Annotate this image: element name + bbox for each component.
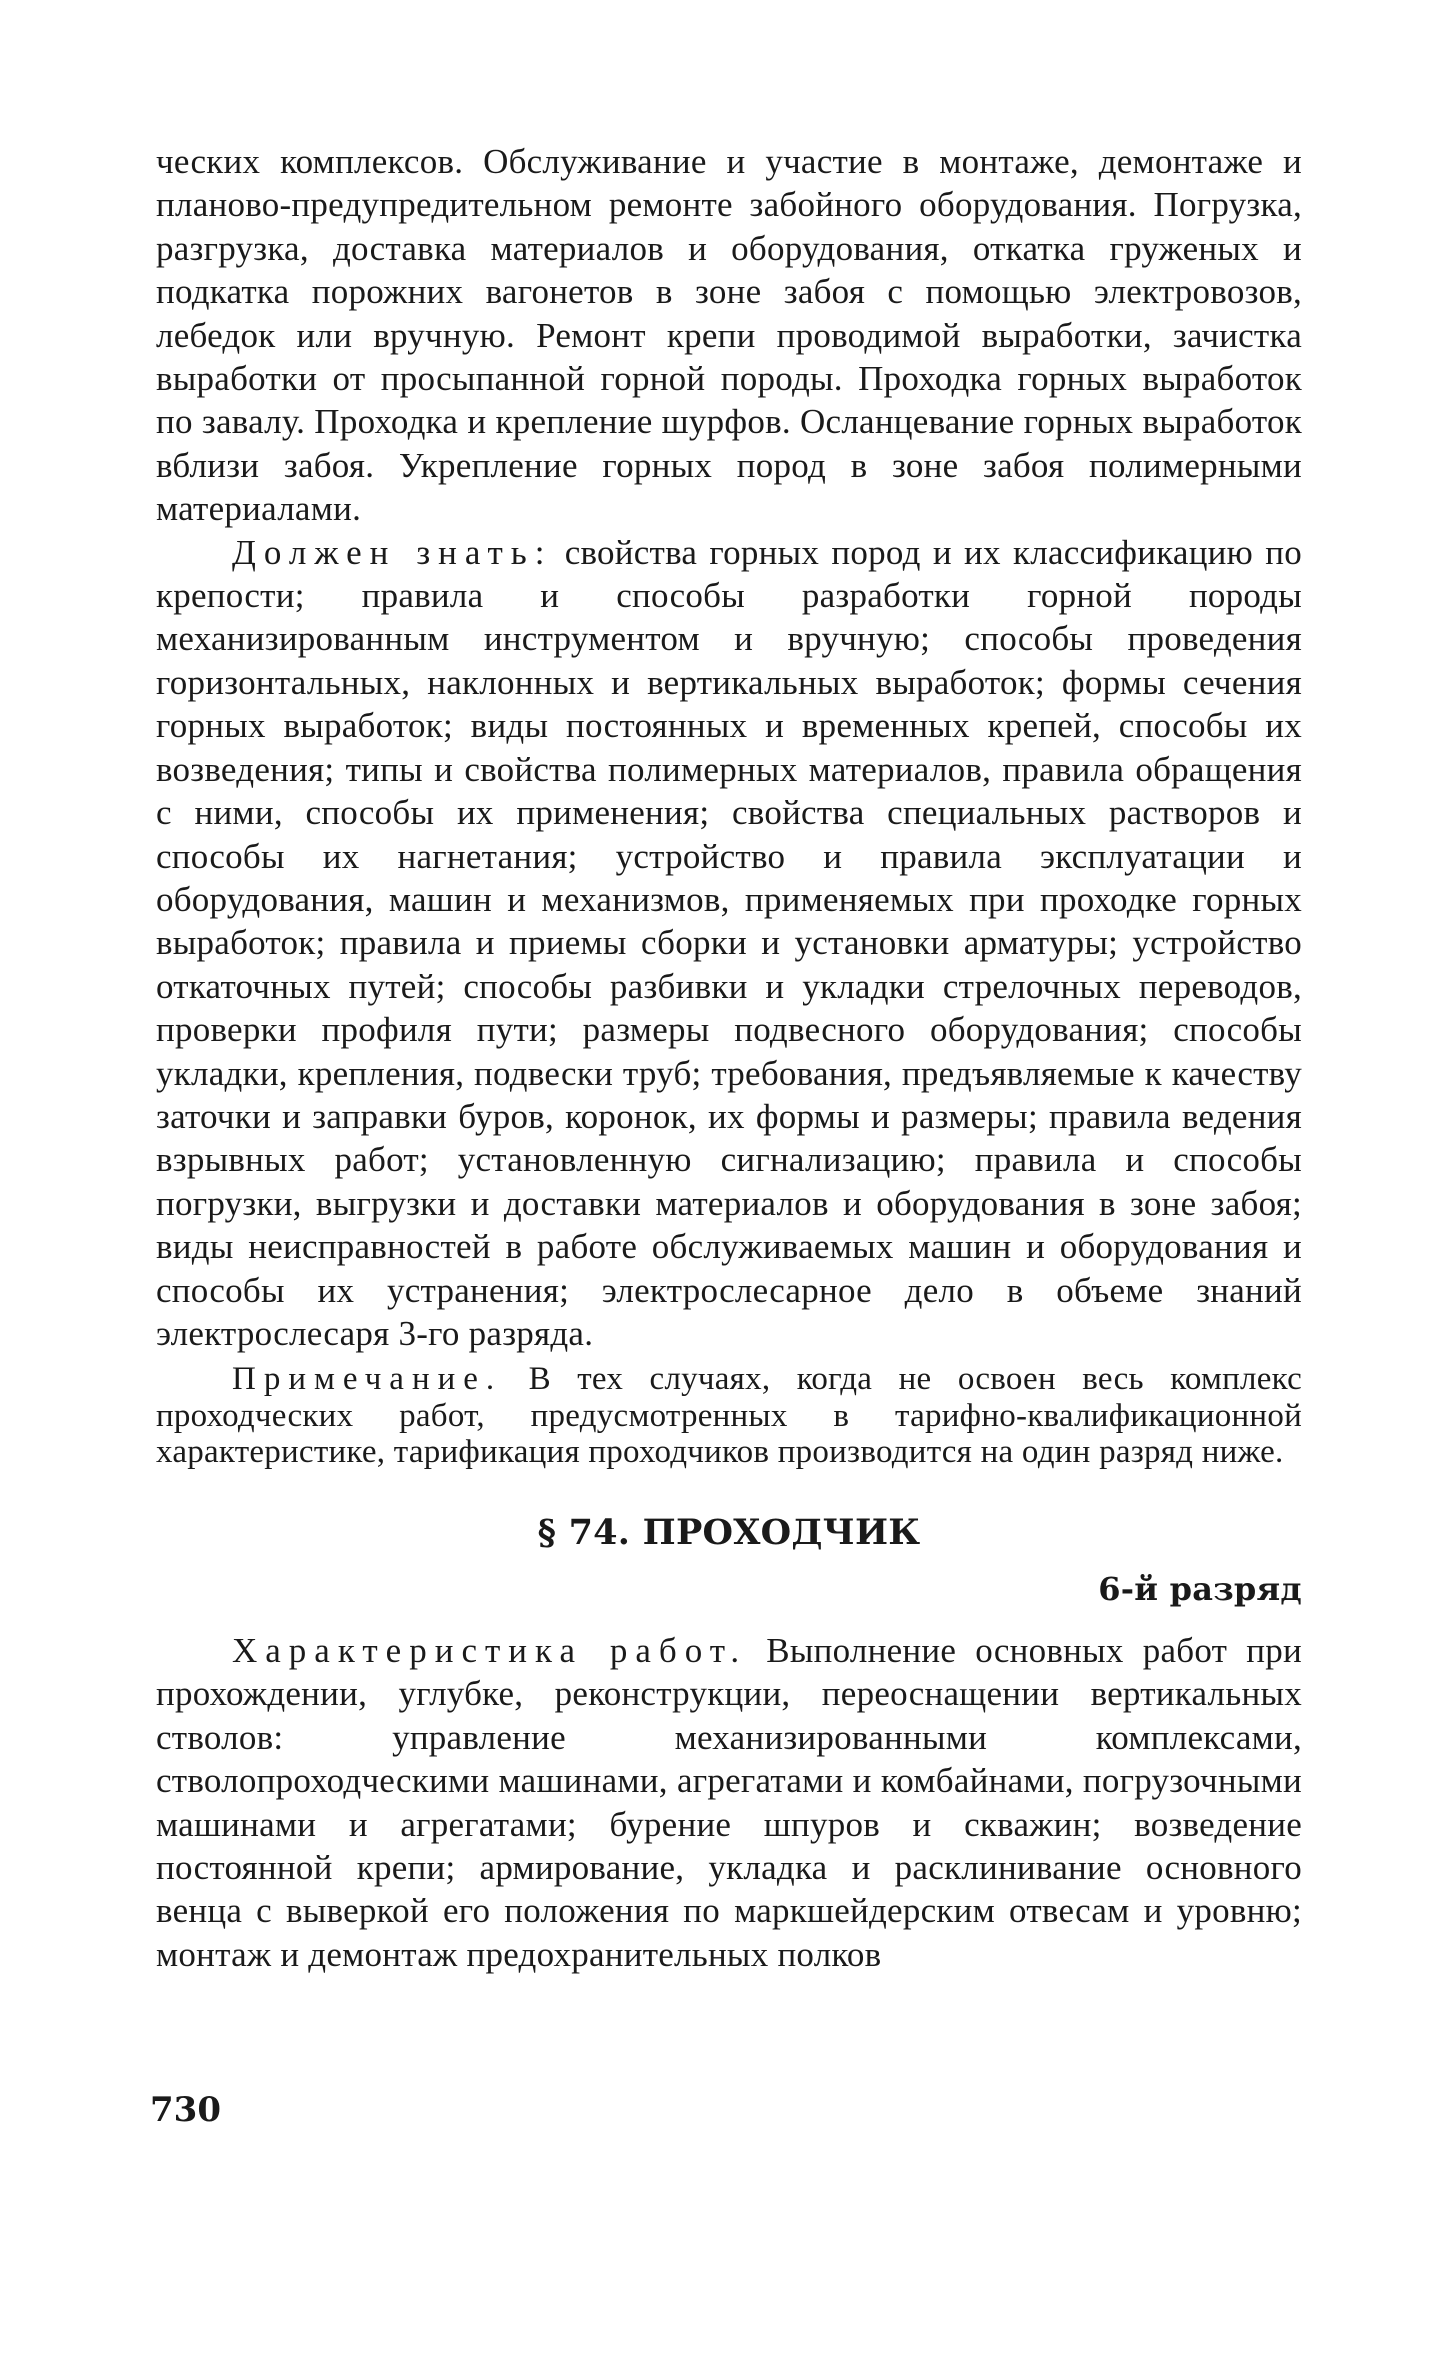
must-know-label: Должен знать: xyxy=(232,532,553,572)
note-paragraph xyxy=(156,1361,1302,1471)
section-title: § 74. ПРОХОДЧИК xyxy=(537,1511,921,1553)
page-number: 730 xyxy=(150,2090,221,2130)
note-label: Примечание. xyxy=(232,1361,503,1398)
characteristics-text: Выполнение основных работ при прохождении, углубке, реконструкции, переоснащении вертикальных стволов: управление механизированными комплексами, стволопроходческими машинами, агрегатами и комбайнами, погрузочными машинами и агрегатами; бурение шпуров и скважин; возведение постоянной крепи; армирование, укладка и расклинивание основного венца с выверкой его положения по маркшейдерским отвесам и уровню; монтаж и демонтаж предохранительных полков xyxy=(156,1630,1302,1974)
must-know-paragraph xyxy=(156,531,1302,1356)
grade-heading: 6-й разряд xyxy=(1098,1569,1302,1608)
page-body xyxy=(156,140,1302,1976)
characteristics-paragraph xyxy=(156,1629,1302,1976)
must-know-text: свойства горных пород и их классификацию по крепости; правила и способы разработки горной породы механизированным инструментом и вручную; способы проведения горизонтальных, наклонных и вертикальных выработок; формы сечения горных выработок; виды постоянных и временных крепей, способы их возведения; типы и свойства полимерных материалов, правила обращения с ними, способы их применения; свойства специальных растворов и способы их нагнетания; устройство и правила эксплуатации и оборудования, машин и механизмов, применяемых при проходке горных выработок; правила и приемы сборки и установки арматуры; устройство откаточных путей; способы разбивки и укладки стрелочных переводов, проверки профиля пути; размеры подвесного оборудования; способы укладки, крепления, подвески труб; требования, предъявляемые к качеству заточки и заправки буров, коронок, их формы и размеры; правила ведения взрывных работ; установленную сигнализацию; правила и способы погрузки, выгрузки и доставки материалов и оборудования в зоне забоя; виды неисправностей в работе обслуживаемых машин и оборудования и способы их устранения; электрослесарное дело в объеме знаний электрослесаря 3-го разряда. xyxy=(156,532,1303,1353)
continuation-paragraph: ческих комплексов. Обслуживание и участие в монтаже, демонтаже и планово-предупредительном ремонте забойного оборудования. Погрузка, разгрузка, доставка материалов и оборудования, откатка груженых и подкатка порожних вагонетов в зоне забоя с помощью электровозов, лебедок или вручную. Ремонт крепи проводимой выработки, зачистка выработки от просыпанной горной породы. Проходка горных выработок по завалу. Проходка и крепление шурфов. Осланцевание горных выработок вблизи забоя. Укрепление горных пород в зоне забоя полимерными материалами. xyxy=(156,142,1302,529)
note-text: В тех случаях, когда не освоен весь комплекс проходческих работ, предусмотренных в тарифно-квалификационной характеристике, тарификация проходчиков производится на один разряд ниже. xyxy=(156,1361,1302,1471)
characteristics-label: Характеристика работ. xyxy=(232,1630,748,1670)
